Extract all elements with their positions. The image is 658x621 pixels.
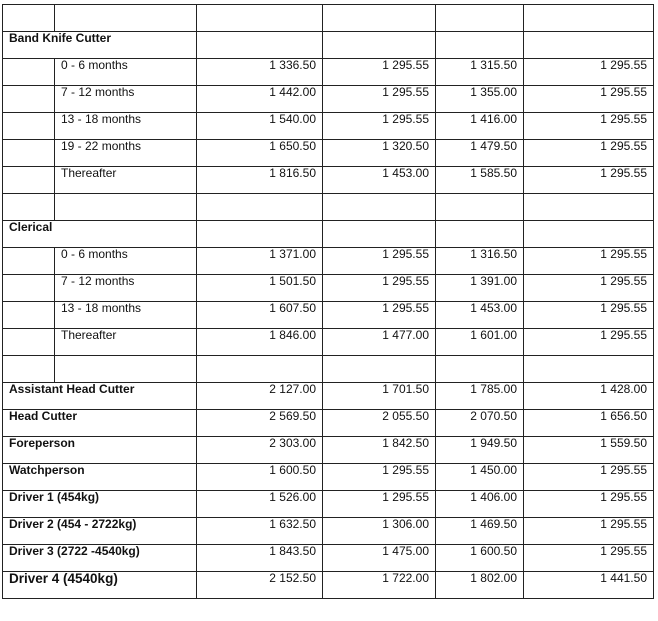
table-cell-blank — [55, 5, 197, 32]
table-row-job — [3, 545, 654, 572]
wage-value: 1 371.00 — [197, 248, 323, 275]
job-title: Head Cutter — [3, 410, 197, 437]
table-cell-blank — [524, 194, 654, 221]
wage-value: 1 526.00 — [197, 491, 323, 518]
table-row-job — [3, 410, 654, 437]
table-cell-blank — [323, 356, 436, 383]
table-cell-indent — [3, 302, 55, 329]
table-row — [3, 86, 654, 113]
wage-value: 1 295.55 — [524, 86, 654, 113]
table-cell-blank — [524, 356, 654, 383]
section-heading: Band Knife Cutter — [3, 32, 197, 59]
table-row — [3, 140, 654, 167]
wage-value: 1 295.55 — [323, 86, 436, 113]
job-title: Driver 4 (4540kg) — [3, 572, 197, 599]
wage-value: 1 600.50 — [197, 464, 323, 491]
table-row-job — [3, 437, 654, 464]
table-row — [3, 329, 654, 356]
wage-value: 1 585.50 — [436, 167, 524, 194]
table-cell-blank — [436, 356, 524, 383]
wage-value: 1 295.55 — [524, 59, 654, 86]
wage-value: 1 295.55 — [323, 464, 436, 491]
wage-value: 2 569.50 — [197, 410, 323, 437]
table-row-blank — [3, 5, 654, 32]
table-row — [3, 167, 654, 194]
wage-value: 1 416.00 — [436, 113, 524, 140]
wage-value: 1 540.00 — [197, 113, 323, 140]
table-row — [3, 113, 654, 140]
period-label: 7 - 12 months — [55, 86, 197, 113]
wage-value: 1 607.50 — [197, 302, 323, 329]
table-cell-blank — [55, 194, 197, 221]
wage-value: 1 315.50 — [436, 59, 524, 86]
wage-value: 2 055.50 — [323, 410, 436, 437]
wage-value: 1 295.55 — [323, 491, 436, 518]
table-cell-indent — [3, 248, 55, 275]
period-label: 7 - 12 months — [55, 275, 197, 302]
table-cell-blank — [197, 221, 323, 248]
table-cell-blank — [3, 356, 55, 383]
table-cell-blank — [524, 221, 654, 248]
period-label: Thereafter — [55, 329, 197, 356]
wage-value: 2 070.50 — [436, 410, 524, 437]
wage-value: 1 479.50 — [436, 140, 524, 167]
wage-value: 1 295.55 — [524, 464, 654, 491]
wage-value: 1 843.50 — [197, 545, 323, 572]
wage-value: 2 303.00 — [197, 437, 323, 464]
table-row — [3, 275, 654, 302]
wage-value: 1 295.55 — [323, 113, 436, 140]
wage-value: 1 295.55 — [524, 518, 654, 545]
wage-value: 1 295.55 — [524, 545, 654, 572]
table-cell-blank — [197, 356, 323, 383]
wage-value: 1 295.55 — [524, 113, 654, 140]
wage-value: 1 295.55 — [524, 167, 654, 194]
wage-value: 1 802.00 — [436, 572, 524, 599]
wage-table-body — [3, 5, 654, 599]
wage-value: 1 295.55 — [323, 248, 436, 275]
wage-value: 1 722.00 — [323, 572, 436, 599]
table-cell-indent — [3, 113, 55, 140]
section-heading: Clerical — [3, 221, 197, 248]
wage-value: 1 656.50 — [524, 410, 654, 437]
table-row-job — [3, 518, 654, 545]
table-cell-blank — [436, 221, 524, 248]
job-title: Assistant Head Cutter — [3, 383, 197, 410]
job-title: Foreperson — [3, 437, 197, 464]
table-cell-blank — [524, 32, 654, 59]
wage-value: 1 355.00 — [436, 86, 524, 113]
wage-value: 1 842.50 — [323, 437, 436, 464]
period-label: 13 - 18 months — [55, 302, 197, 329]
table-cell-blank — [323, 221, 436, 248]
wage-value: 1 469.50 — [436, 518, 524, 545]
wage-value: 1 846.00 — [197, 329, 323, 356]
period-label: 0 - 6 months — [55, 59, 197, 86]
job-title: Driver 1 (454kg) — [3, 491, 197, 518]
wage-value: 1 406.00 — [436, 491, 524, 518]
wage-value: 1 816.50 — [197, 167, 323, 194]
wage-value: 2 152.50 — [197, 572, 323, 599]
job-title: Driver 3 (2722 -4540kg) — [3, 545, 197, 572]
wage-table — [2, 4, 654, 599]
wage-value: 1 336.50 — [197, 59, 323, 86]
table-cell-indent — [3, 329, 55, 356]
wage-value: 1 477.00 — [323, 329, 436, 356]
wage-value: 1 295.55 — [524, 275, 654, 302]
wage-value: 1 295.55 — [524, 329, 654, 356]
table-cell-indent — [3, 140, 55, 167]
table-cell-indent — [3, 59, 55, 86]
wage-value: 1 428.00 — [524, 383, 654, 410]
job-title: Watchperson — [3, 464, 197, 491]
table-cell-indent — [3, 167, 55, 194]
wage-value: 1 295.55 — [524, 302, 654, 329]
table-cell-blank — [323, 5, 436, 32]
table-cell-blank — [323, 194, 436, 221]
table-cell-blank — [323, 32, 436, 59]
table-cell-blank — [3, 5, 55, 32]
wage-value: 1 320.50 — [323, 140, 436, 167]
wage-value: 1 295.55 — [524, 140, 654, 167]
period-label: 0 - 6 months — [55, 248, 197, 275]
wage-value: 1 701.50 — [323, 383, 436, 410]
wage-value: 1 295.55 — [524, 491, 654, 518]
wage-value: 1 442.00 — [197, 86, 323, 113]
period-label: 13 - 18 months — [55, 113, 197, 140]
table-row — [3, 248, 654, 275]
table-cell-blank — [55, 356, 197, 383]
wage-value: 1 295.55 — [323, 302, 436, 329]
wage-value: 1 601.00 — [436, 329, 524, 356]
period-label: 19 - 22 months — [55, 140, 197, 167]
table-cell-blank — [436, 5, 524, 32]
table-cell-blank — [524, 5, 654, 32]
wage-value: 1 650.50 — [197, 140, 323, 167]
period-label: Thereafter — [55, 167, 197, 194]
table-row-blank — [3, 194, 654, 221]
wage-value: 1 632.50 — [197, 518, 323, 545]
wage-value: 1 295.55 — [524, 248, 654, 275]
table-row-section-heading — [3, 32, 654, 59]
wage-value: 2 127.00 — [197, 383, 323, 410]
table-row-job — [3, 491, 654, 518]
wage-value: 1 453.00 — [436, 302, 524, 329]
table-row-section-heading — [3, 221, 654, 248]
wage-value: 1 600.50 — [436, 545, 524, 572]
table-row-job — [3, 383, 654, 410]
wage-value: 1 441.50 — [524, 572, 654, 599]
wage-value: 1 306.00 — [323, 518, 436, 545]
table-cell-blank — [3, 194, 55, 221]
table-cell-blank — [197, 5, 323, 32]
wage-value: 1 475.00 — [323, 545, 436, 572]
table-cell-indent — [3, 86, 55, 113]
wage-value: 1 559.50 — [524, 437, 654, 464]
wage-value: 1 453.00 — [323, 167, 436, 194]
wage-value: 1 316.50 — [436, 248, 524, 275]
table-cell-blank — [436, 32, 524, 59]
table-cell-indent — [3, 275, 55, 302]
table-row-job — [3, 464, 654, 491]
wage-value: 1 391.00 — [436, 275, 524, 302]
wage-value: 1 450.00 — [436, 464, 524, 491]
table-row-job — [3, 572, 654, 599]
table-cell-blank — [436, 194, 524, 221]
table-cell-blank — [197, 32, 323, 59]
wage-value: 1 785.00 — [436, 383, 524, 410]
table-row-blank — [3, 356, 654, 383]
wage-value: 1 949.50 — [436, 437, 524, 464]
wage-value: 1 295.55 — [323, 59, 436, 86]
wage-value: 1 295.55 — [323, 275, 436, 302]
table-row — [3, 302, 654, 329]
table-cell-blank — [197, 194, 323, 221]
wage-value: 1 501.50 — [197, 275, 323, 302]
table-row — [3, 59, 654, 86]
job-title: Driver 2 (454 - 2722kg) — [3, 518, 197, 545]
